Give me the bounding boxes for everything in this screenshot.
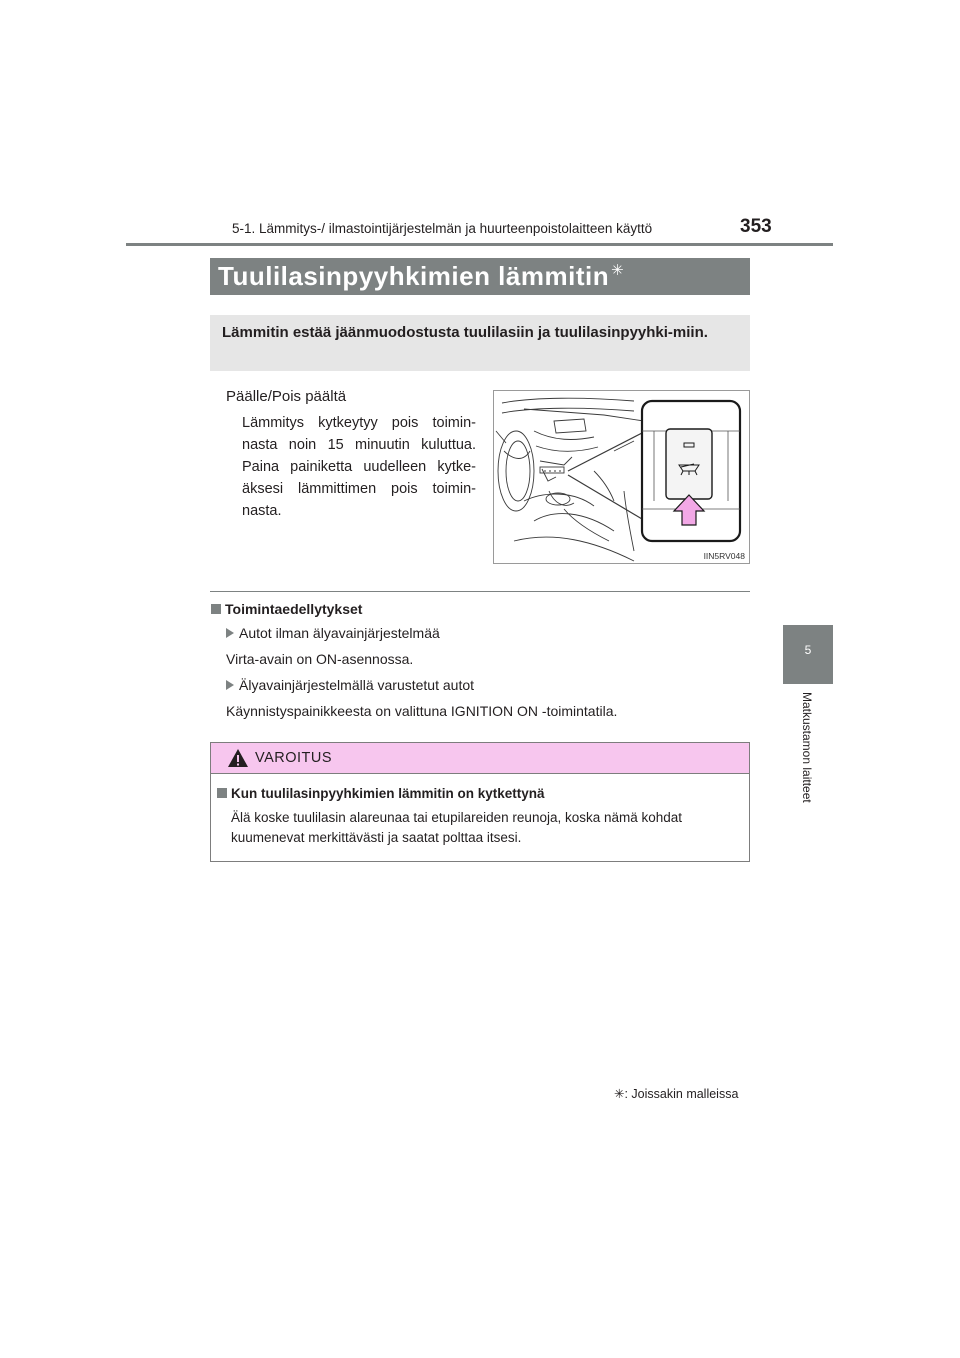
footnote: ✳: Joissakin malleissa	[614, 1087, 739, 1101]
asterisk-icon: ✳	[611, 262, 625, 279]
dashboard-drawing	[494, 391, 749, 563]
warning-triangle-icon	[227, 748, 249, 768]
figure-code: IIN5RV048	[703, 551, 745, 561]
header-divider	[126, 243, 833, 246]
asterisk-icon: ✳	[614, 1087, 625, 1101]
intro-box: Lämmitin estää jäänmuodostusta tuulilasiin ja tuulilasinpyyhki-miin.	[210, 315, 750, 371]
section-title: Tuulilasinpyyhkimien lämmitin	[218, 261, 610, 291]
condition-label-1: Autot ilman älyavainjärjestelmää	[226, 625, 440, 641]
on-off-description: Lämmitys kytkeytyy pois toimin-nasta noin 15 minuutin kuluttua. Paina painiketta uudelleen kytke-äksesi lämmittimen pois toimin-nasta.	[242, 415, 476, 519]
warning-header	[211, 743, 749, 774]
condition-label-2: Älyavainjärjestelmällä varustetut autot	[226, 677, 474, 693]
section-header: 5-1. Lämmitys-/ ilmastointijärjestelmän ja huurteenpoistolaitteen käyttö	[232, 221, 653, 236]
on-off-heading: Päälle/Pois päältä	[226, 388, 347, 405]
square-bullet-icon	[211, 604, 221, 614]
warning-box	[210, 742, 750, 862]
dashboard-illustration	[493, 390, 750, 564]
triangle-bullet-icon	[226, 628, 234, 638]
page-number: 353	[740, 216, 772, 237]
chapter-title: Matkustamon laitteet	[800, 692, 814, 803]
condition-text-1: Virta-avain on ON-asennossa.	[226, 651, 414, 667]
warning-text: Älä koske tuulilasin alareunaa tai etupilareiden reunoja, koska nämä kohdat kuumenevat merkittävästi ja saatat polttaa itsesi.	[231, 810, 683, 845]
conditions-title: Toimintaedellytykset	[211, 601, 362, 617]
warning-label: VAROITUS	[255, 750, 333, 766]
warning-title: Kun tuulilasinpyyhkimien lämmitin on kytkettynä	[217, 786, 545, 801]
condition-text-2: Käynnistyspainikkeesta on valittuna IGNITION ON -toimintatila.	[226, 703, 618, 719]
chapter-tab: 5	[783, 625, 833, 684]
square-bullet-icon	[217, 788, 227, 798]
section-divider	[210, 591, 750, 592]
triangle-bullet-icon	[226, 680, 234, 690]
section-title-bar	[210, 258, 750, 295]
